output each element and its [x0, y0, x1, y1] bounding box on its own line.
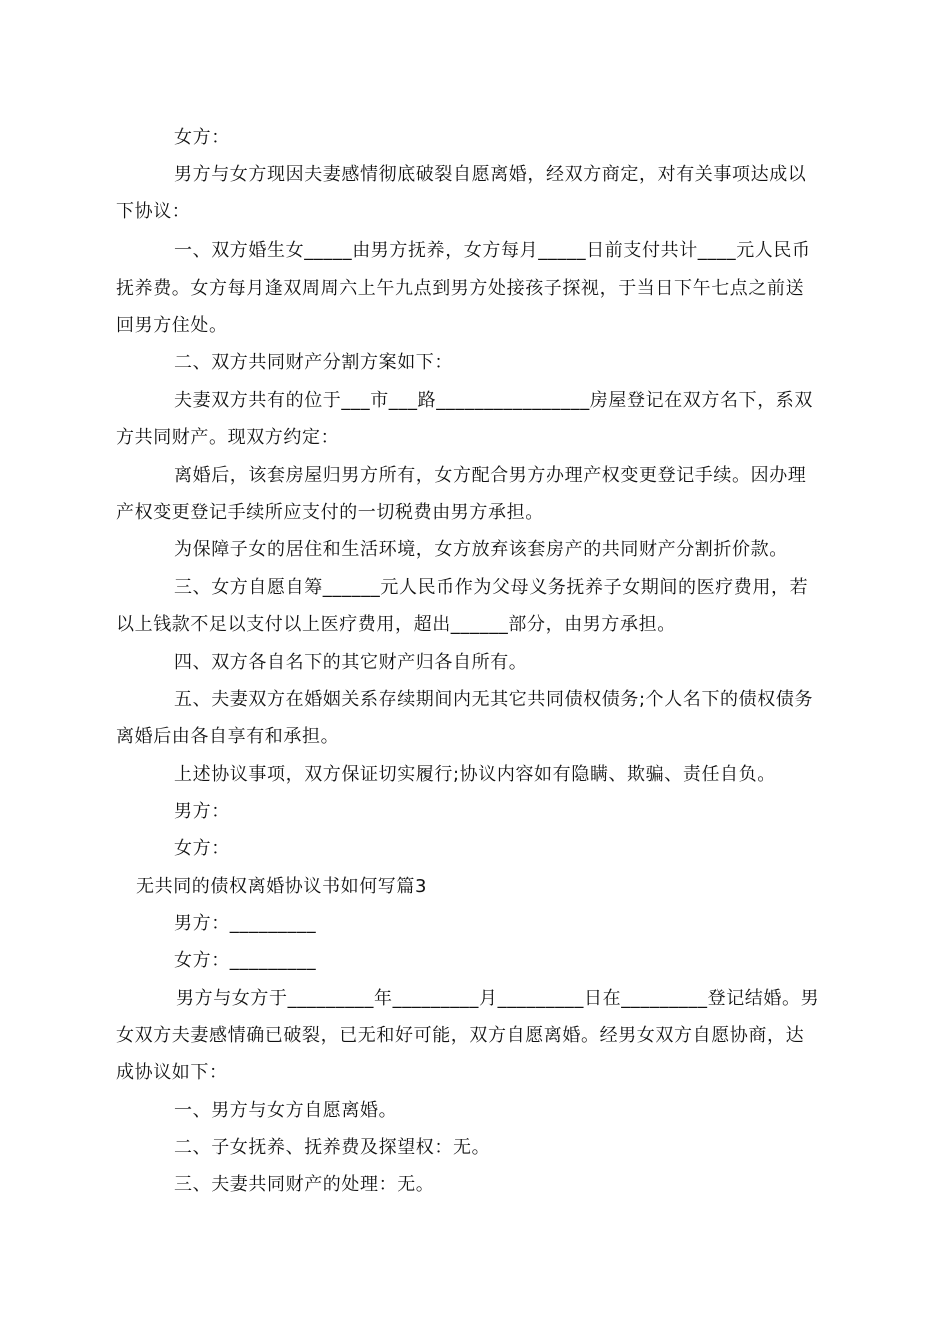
- clause-1-line-1: 一、双方婚生女_____由男方抚养，女方每月_____日前支付共计____元人民币: [174, 240, 811, 261]
- line-male-party-blank: 男方：_________: [174, 913, 317, 934]
- section-title-3: 无共同的债权离婚协议书如何写篇3: [136, 876, 428, 897]
- clause-4-line: 四、双方各自名下的其它财产归各自所有。: [174, 652, 528, 673]
- line-female-party-blank: 女方：_________: [174, 950, 317, 971]
- agreement-item-3: 三、夫妻共同财产的处理：无。: [174, 1174, 435, 1195]
- clause-1-line-2: 抚养费。女方每月逢双周周六上午九点到男方处接孩子探视，于当日下午七点之前送: [116, 278, 805, 299]
- line-female-party-1: 女方：: [174, 127, 230, 148]
- clause-3-line-1: 三、女方自愿自筹______元人民币作为父母义务抚养子女期间的医疗费用，若: [174, 577, 809, 598]
- marriage-line-3: 成协议如下：: [116, 1062, 228, 1083]
- guarantee-line: 上述协议事项，双方保证切实履行;协议内容如有隐瞒、欺骗、责任自负。: [174, 764, 776, 785]
- marriage-line-1: 男方与女方于_________年_________月_________日在_________登记结婚。男: [176, 988, 820, 1009]
- clause-5-line-2: 离婚后由各自享有和承担。: [116, 726, 340, 747]
- house-line-1: 离婚后，该套房屋归男方所有，女方配合男方办理产权变更登记手续。因办理: [174, 465, 807, 486]
- line-female-party-sign: 女方：: [174, 838, 230, 859]
- clause-5-line-1: 五、夫妻双方在婚姻关系存续期间内无其它共同债权债务;个人名下的债权债务: [174, 689, 814, 710]
- clause-1-line-3: 回男方住处。: [116, 315, 228, 336]
- paragraph-intro-line-1: 男方与女方现因夫妻感情彻底破裂自愿离婚，经双方商定，对有关事项达成以: [174, 164, 807, 185]
- paragraph-intro-line-2: 下协议：: [116, 201, 191, 222]
- house-line-2: 产权变更登记手续所应支付的一切税费由男方承担。: [116, 502, 544, 523]
- clause-2-heading: 二、双方共同财产分割方案如下：: [174, 352, 453, 373]
- child-environment-line: 为保障子女的居住和生活环境，女方放弃该套房产的共同财产分割折价款。: [174, 539, 788, 560]
- property-line-2: 方共同财产。现双方约定：: [116, 427, 340, 448]
- clause-3-line-2: 以上钱款不足以支付以上医疗费用，超出______部分，由男方承担。: [116, 614, 676, 635]
- marriage-line-2: 女双方夫妻感情确已破裂，已无和好可能，双方自愿离婚。经男女双方自愿协商，达: [116, 1025, 805, 1046]
- property-line-1: 夫妻双方共有的位于___市___路________________房屋登记在双方名下，系双: [174, 390, 813, 411]
- agreement-item-2: 二、子女抚养、抚养费及探望权：无。: [174, 1137, 491, 1158]
- line-male-party-sign: 男方：: [174, 801, 230, 822]
- agreement-item-1: 一、男方与女方自愿离婚。: [174, 1100, 398, 1121]
